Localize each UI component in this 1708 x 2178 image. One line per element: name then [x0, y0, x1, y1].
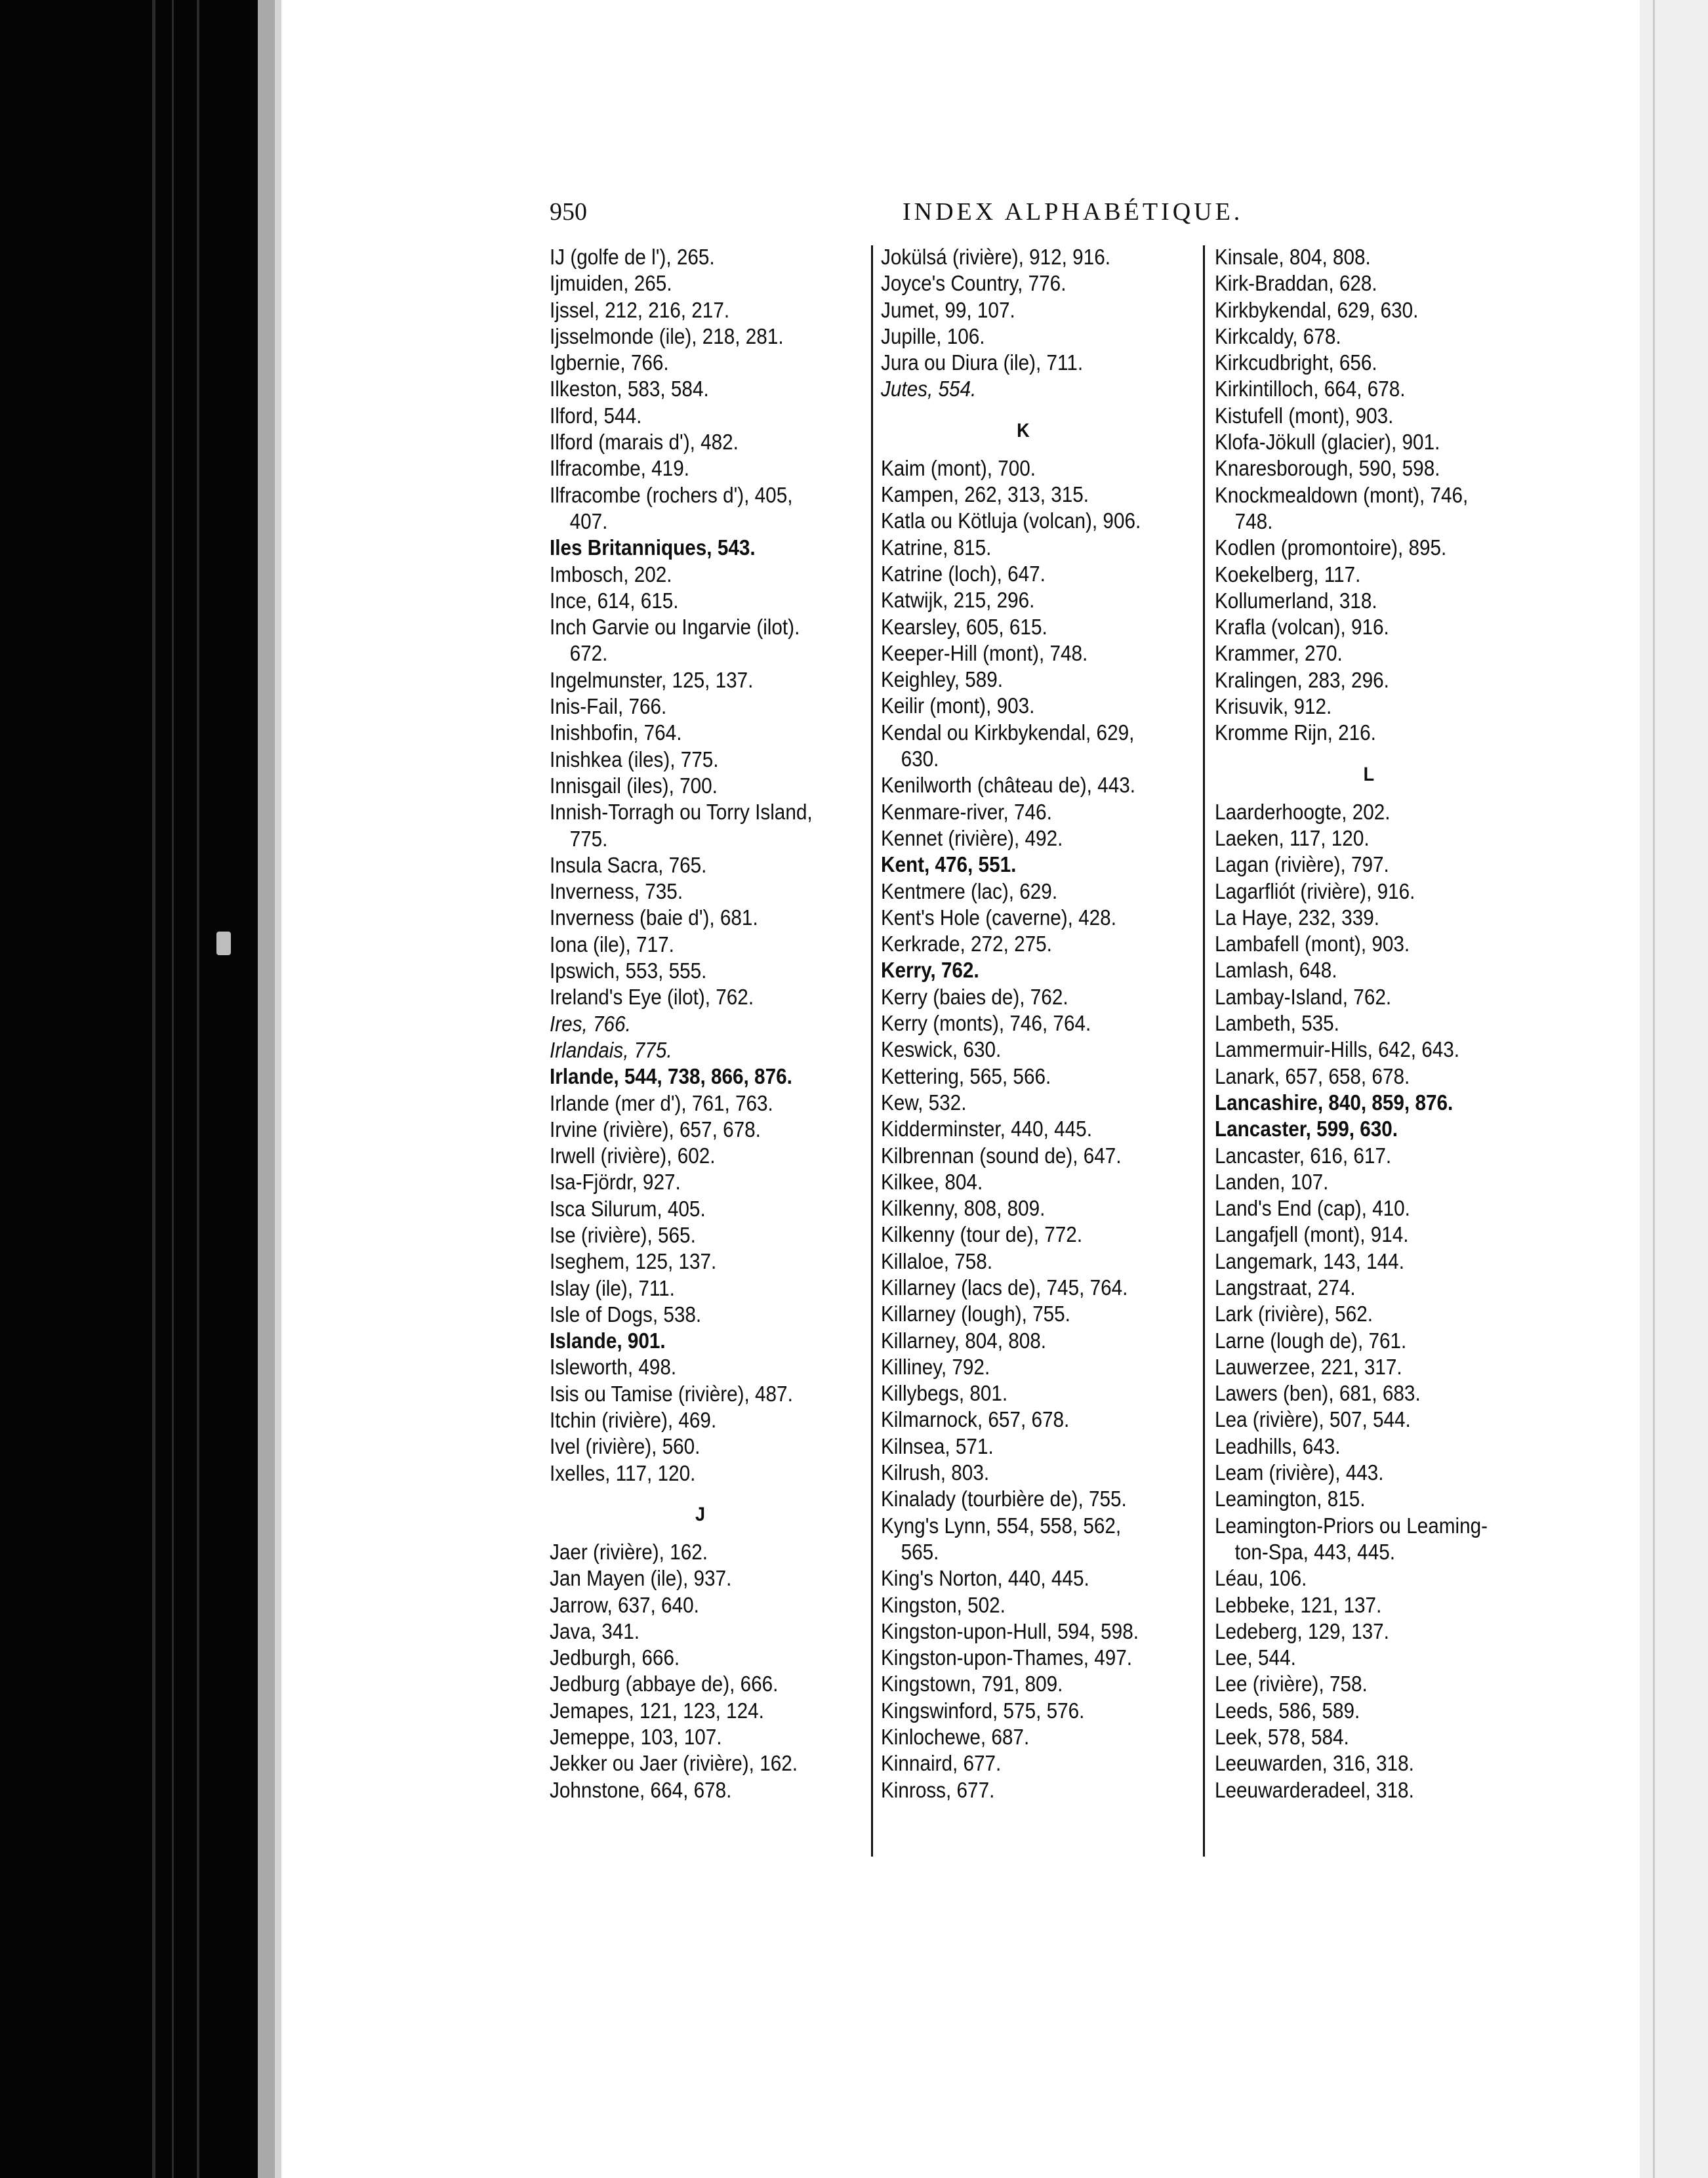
index-entry: Kew, 532.	[881, 1090, 967, 1115]
index-entry: Lee, 544.	[1215, 1645, 1296, 1670]
index-entry: Laarderhoogte, 202.	[1215, 799, 1391, 824]
index-entry: Kinross, 677.	[881, 1777, 995, 1802]
index-entry: Kinlochewe, 687.	[881, 1725, 1030, 1750]
index-entry: Islay (ile), 711.	[550, 1275, 675, 1300]
index-entry: Kirk-Braddan, 628.	[1215, 271, 1377, 296]
index-entry: Kromme Rijn, 216.	[1215, 720, 1376, 745]
index-entry: Léau, 106.	[1215, 1566, 1307, 1591]
index-entry: Leeuwarderadeel, 318.	[1215, 1777, 1414, 1802]
index-entry: Jarrow, 637, 640.	[550, 1592, 699, 1617]
index-entry: Lauwerzee, 221, 317.	[1215, 1354, 1402, 1379]
index-entry: Iona (ile), 717.	[550, 932, 674, 956]
index-entry: Lambeth, 535.	[1215, 1011, 1339, 1036]
index-entry: Lammermuir-Hills, 642, 643.	[1215, 1037, 1460, 1062]
index-entry: Ires, 766.	[550, 1011, 631, 1036]
index-entry: Jaer (rivière), 162.	[550, 1539, 708, 1564]
index-entry: Killaloe, 758.	[881, 1248, 993, 1273]
index-entry: Kralingen, 283, 296.	[1215, 667, 1389, 692]
index-entry: Kodlen (promontoire), 895.	[1215, 535, 1447, 560]
index-entry: Landen, 107.	[1215, 1169, 1329, 1194]
index-entry: Kerkrade, 272, 275.	[881, 932, 1052, 956]
index-entry: Irlande (mer d'), 761, 763.	[550, 1090, 773, 1115]
index-entry: Joyce's Country, 776.	[881, 271, 1067, 296]
index-entry: Irlandais, 775.	[550, 1037, 672, 1062]
index-entry: Innisgail (iles), 700.	[550, 773, 718, 798]
index-entry: Jedburg (abbaye de), 666.	[550, 1672, 779, 1696]
index-entry: Ilfracombe (rochers d'), 405,	[550, 482, 793, 507]
index-entry: Lagarfliót (rivière), 916.	[1215, 878, 1415, 903]
index-entry: Lawers (ben), 681, 683.	[1215, 1381, 1421, 1406]
index-entry-continuation: 407.	[569, 508, 608, 533]
index-entry: Irvine (rivière), 657, 678.	[550, 1117, 761, 1141]
page-gutter-shadow	[258, 0, 275, 2178]
index-entry: Jura ou Diura (ile), 711.	[881, 350, 1084, 375]
index-entry: Inch Garvie ou Ingarvie (ilot).	[550, 615, 800, 640]
index-entry: Inishkea (iles), 775.	[550, 747, 719, 771]
index-entry: Land's End (cap), 410.	[1215, 1196, 1410, 1221]
index-entry: Ilford, 544.	[550, 403, 642, 428]
section-letter: L	[1363, 763, 1375, 785]
index-entry: Kirkcaldy, 678.	[1215, 323, 1341, 348]
index-column-2	[881, 244, 1166, 1803]
index-entry: Leadhills, 643.	[1215, 1433, 1341, 1458]
index-entry: Inishbofin, 764.	[550, 720, 682, 745]
index-entry-continuation: ton-Spa, 443, 445.	[1234, 1539, 1395, 1564]
index-entry: Kingston-upon-Thames, 497.	[881, 1645, 1133, 1670]
index-entry: Lambay-Island, 762.	[1215, 984, 1392, 1009]
index-entry: Ixelles, 117, 120.	[550, 1460, 696, 1485]
section-letter: J	[695, 1503, 706, 1525]
index-entry: Jedburgh, 666.	[550, 1645, 680, 1670]
index-entry: Leamington-Priors ou Leaming-	[1215, 1513, 1488, 1538]
index-entry-continuation: 775.	[569, 826, 608, 851]
index-entry: Kentmere (lac), 629.	[881, 878, 1058, 903]
index-entry: Kenmare-river, 746.	[881, 799, 1052, 824]
index-entry: Kettering, 565, 566.	[881, 1063, 1051, 1088]
scan-binding-mark	[216, 932, 231, 955]
index-entry: Lambafell (mont), 903.	[1215, 932, 1410, 956]
index-entry: Larne (lough de), 761.	[1215, 1328, 1407, 1353]
index-entry: Kilkee, 804.	[881, 1169, 983, 1194]
index-entry: Kirkintilloch, 664, 678.	[1215, 377, 1406, 401]
index-entry: Islande, 901.	[550, 1328, 666, 1353]
index-entry: Katrine (loch), 647.	[881, 561, 1046, 586]
index-entry: Ince, 614, 615.	[550, 588, 679, 613]
index-entry: Kilbrennan (sound de), 647.	[881, 1143, 1122, 1168]
index-entry: Jokülsá (rivière), 912, 916.	[881, 245, 1110, 269]
index-entry: Killiney, 792.	[881, 1354, 990, 1379]
index-entry: Isca Silurum, 405.	[550, 1196, 706, 1221]
index-entry: Isis ou Tamise (rivière), 487.	[550, 1381, 793, 1406]
index-entry: Langstraat, 274.	[1215, 1275, 1356, 1300]
index-entry: Krammer, 270.	[1215, 641, 1343, 666]
index-entry-continuation: 630.	[901, 747, 939, 771]
index-entry: Keeper-Hill (mont), 748.	[881, 640, 1088, 665]
index-entry: Lebbeke, 121, 137.	[1215, 1592, 1382, 1617]
index-entry: Kingswinford, 575, 576.	[881, 1698, 1085, 1723]
index-entry: Ingelmunster, 125, 137.	[550, 667, 754, 692]
index-entry: Igbernie, 766.	[550, 350, 669, 375]
index-entry: Kirkcudbright, 656.	[1215, 350, 1377, 375]
index-entry: Inis-Fail, 766.	[550, 694, 667, 719]
index-entry: Lanark, 657, 658, 678.	[1215, 1063, 1410, 1088]
index-entry: Kilnsea, 571.	[881, 1433, 994, 1458]
index-entry: Katwijk, 215, 296.	[881, 588, 1035, 613]
index-entry: Kyng's Lynn, 554, 558, 562,	[881, 1513, 1122, 1538]
index-entry: Koekelberg, 117.	[1215, 562, 1361, 586]
index-entry: Inverness, 735.	[550, 879, 683, 904]
index-entry: Ilkeston, 583, 584.	[550, 377, 709, 401]
index-entry: Lee (rivière), 758.	[1215, 1672, 1368, 1696]
index-entry: Irlande, 544, 738, 866, 876.	[550, 1064, 792, 1089]
index-entry: Kearsley, 605, 615.	[881, 614, 1047, 639]
index-entry: Irwell (rivière), 602.	[550, 1143, 716, 1168]
index-entry: Kinnaird, 677.	[881, 1751, 1002, 1776]
index-entry: Lancashire, 840, 859, 876.	[1215, 1090, 1454, 1115]
index-entry: Itchin (rivière), 469.	[550, 1408, 717, 1433]
index-entry: Killarney (lough), 755.	[881, 1302, 1070, 1326]
index-entry: Imbosch, 202.	[550, 562, 672, 586]
index-entry: Kent, 476, 551.	[881, 852, 1017, 877]
index-entry: Ijsselmonde (ile), 218, 281.	[550, 323, 784, 348]
index-entry-continuation: 565.	[901, 1539, 939, 1564]
index-entry: Innish-Torragh ou Torry Island,	[550, 800, 813, 825]
index-entry: Kidderminster, 440, 445.	[881, 1117, 1092, 1141]
index-entry: Killybegs, 801.	[881, 1381, 1008, 1406]
index-entry: Kinalady (tourbière de), 755.	[881, 1487, 1127, 1511]
index-entry: Killarney, 804, 808.	[881, 1328, 1047, 1353]
index-entry: Langemark, 143, 144.	[1215, 1248, 1404, 1273]
page-gutter-edge	[275, 0, 281, 2178]
index-entry: Iles Britanniques, 543.	[550, 535, 756, 560]
index-entry: Kampen, 262, 313, 315.	[881, 482, 1089, 507]
index-entry: Kilkenny (tour de), 772.	[881, 1222, 1083, 1247]
index-entry: Kerry (baies de), 762.	[881, 984, 1068, 1009]
index-entry: Lancaster, 599, 630.	[1215, 1117, 1398, 1141]
index-entry: Java, 341.	[550, 1618, 640, 1643]
index-entry: Jumet, 99, 107.	[881, 297, 1015, 322]
index-entry: Isleworth, 498.	[550, 1355, 677, 1380]
index-entry: Lea (rivière), 507, 544.	[1215, 1407, 1411, 1432]
index-entry: Ise (rivière), 565.	[550, 1222, 696, 1247]
index-entry: Insula Sacra, 765.	[550, 852, 707, 877]
index-entry: Ilfracombe, 419.	[550, 456, 689, 481]
index-entry: Johnstone, 664, 678.	[550, 1777, 732, 1802]
index-entry: Katla ou Kötluja (volcan), 906.	[881, 508, 1141, 533]
index-entry: Isle of Dogs, 538.	[550, 1302, 702, 1326]
index-entry: Kingston-upon-Hull, 594, 598.	[881, 1618, 1139, 1643]
index-entry: Kinsale, 804, 808.	[1215, 245, 1371, 269]
index-entry: Isa-Fjördr, 927.	[550, 1170, 681, 1195]
scan-streak	[197, 0, 199, 2178]
index-entry: King's Norton, 440, 445.	[881, 1566, 1089, 1591]
index-entry: Killarney (lacs de), 745, 764.	[881, 1275, 1128, 1300]
index-entry: Kingstown, 791, 809.	[881, 1672, 1063, 1696]
index-entry: Langafjell (mont), 914.	[1215, 1222, 1409, 1247]
index-entry: Kistufell (mont), 903.	[1215, 403, 1394, 428]
index-entry: Laeken, 117, 120.	[1215, 825, 1370, 850]
index-entry: Kirkbykendal, 629, 630.	[1215, 297, 1419, 322]
index-column-1	[550, 244, 851, 1803]
running-title: INDEX ALPHABÉTIQUE.	[903, 198, 1244, 226]
index-entry: Lagan (rivière), 797.	[1215, 852, 1389, 877]
index-entry: Leek, 578, 584.	[1215, 1725, 1349, 1750]
index-entry: Knockmealdown (mont), 746,	[1215, 482, 1469, 507]
index-entry: Knaresborough, 590, 598.	[1215, 456, 1440, 481]
index-entry-continuation: 672.	[569, 641, 608, 666]
index-entry: Leam (rivière), 443.	[1215, 1460, 1384, 1485]
scan-dark-margin	[0, 0, 258, 2178]
index-entry: Lamlash, 648.	[1215, 958, 1337, 983]
index-entry: Kaim (mont), 700.	[881, 455, 1036, 480]
index-entry: Lark (rivière), 562.	[1215, 1302, 1373, 1326]
index-entry: Kerry (monts), 746, 764.	[881, 1011, 1091, 1036]
index-entry: Klofa-Jökull (glacier), 901.	[1215, 430, 1440, 455]
index-entry: Kingston, 502.	[881, 1592, 1006, 1617]
index-entry: Kenilworth (château de), 443.	[881, 773, 1135, 798]
index-entry: Ijssel, 212, 216, 217.	[550, 297, 730, 322]
column-rule	[1203, 245, 1205, 1857]
index-entry: Ilford (marais d'), 482.	[550, 430, 739, 455]
scan-right-margin	[1640, 0, 1708, 2178]
index-entry: IJ (golfe de l'), 265.	[550, 245, 715, 269]
scan-streak	[172, 0, 174, 2178]
index-entry: Kollumerland, 318.	[1215, 588, 1377, 613]
index-entry: Katrine, 815.	[881, 535, 992, 560]
index-entry: Kilkenny, 808, 809.	[881, 1196, 1046, 1221]
index-entry: Kent's Hole (caverne), 428.	[881, 905, 1116, 930]
index-entry: Ijmuiden, 265.	[550, 271, 672, 296]
section-letter: K	[1017, 419, 1030, 442]
index-entry: Lancaster, 616, 617.	[1215, 1143, 1392, 1168]
index-entry: Ivel (rivière), 560.	[550, 1434, 701, 1459]
index-entry: Jekker ou Jaer (rivière), 162.	[550, 1751, 798, 1776]
index-column-3	[1215, 244, 1523, 1803]
page-number: 950	[550, 198, 587, 226]
index-entry: Jutes, 554.	[881, 377, 977, 401]
index-entry: Jan Mayen (ile), 937.	[550, 1566, 732, 1591]
index-entry: Ledeberg, 129, 137.	[1215, 1618, 1389, 1643]
index-entry: La Haye, 232, 339.	[1215, 905, 1379, 930]
index-entry-continuation: 748.	[1234, 508, 1273, 533]
scan-streak	[152, 0, 155, 2178]
column-rule	[871, 245, 873, 1857]
index-entry: Keighley, 589.	[881, 667, 1004, 692]
index-entry: Keswick, 630.	[881, 1037, 1002, 1062]
index-entry: Jemeppe, 103, 107.	[550, 1725, 722, 1750]
index-entry: Ireland's Eye (ilot), 762.	[550, 985, 754, 1010]
index-entry: Leeds, 586, 589.	[1215, 1698, 1360, 1723]
scan-right-edge	[1653, 0, 1655, 2178]
index-entry: Krisuvik, 912.	[1215, 694, 1332, 719]
index-entry: Krafla (volcan), 916.	[1215, 615, 1389, 640]
index-entry: Kilrush, 803.	[881, 1460, 990, 1485]
index-entry: Leamington, 815.	[1215, 1487, 1366, 1511]
index-entry: Kilmarnock, 657, 678.	[881, 1407, 1070, 1432]
index-entry: Kennet (rivière), 492.	[881, 825, 1063, 850]
index-entry: Keilir (mont), 903.	[881, 693, 1035, 718]
index-entry: Kerry, 762.	[881, 958, 979, 983]
index-entry: Kendal ou Kirkbykendal, 629,	[881, 720, 1135, 745]
index-entry: Inverness (baie d'), 681.	[550, 905, 758, 930]
index-entry: Iseghem, 125, 137.	[550, 1249, 717, 1274]
index-entry: Jupille, 106.	[881, 323, 985, 348]
index-entry: Ipswich, 553, 555.	[550, 958, 707, 983]
index-entry: Jemapes, 121, 123, 124.	[550, 1698, 764, 1723]
index-entry: Leeuwarden, 316, 318.	[1215, 1751, 1414, 1776]
